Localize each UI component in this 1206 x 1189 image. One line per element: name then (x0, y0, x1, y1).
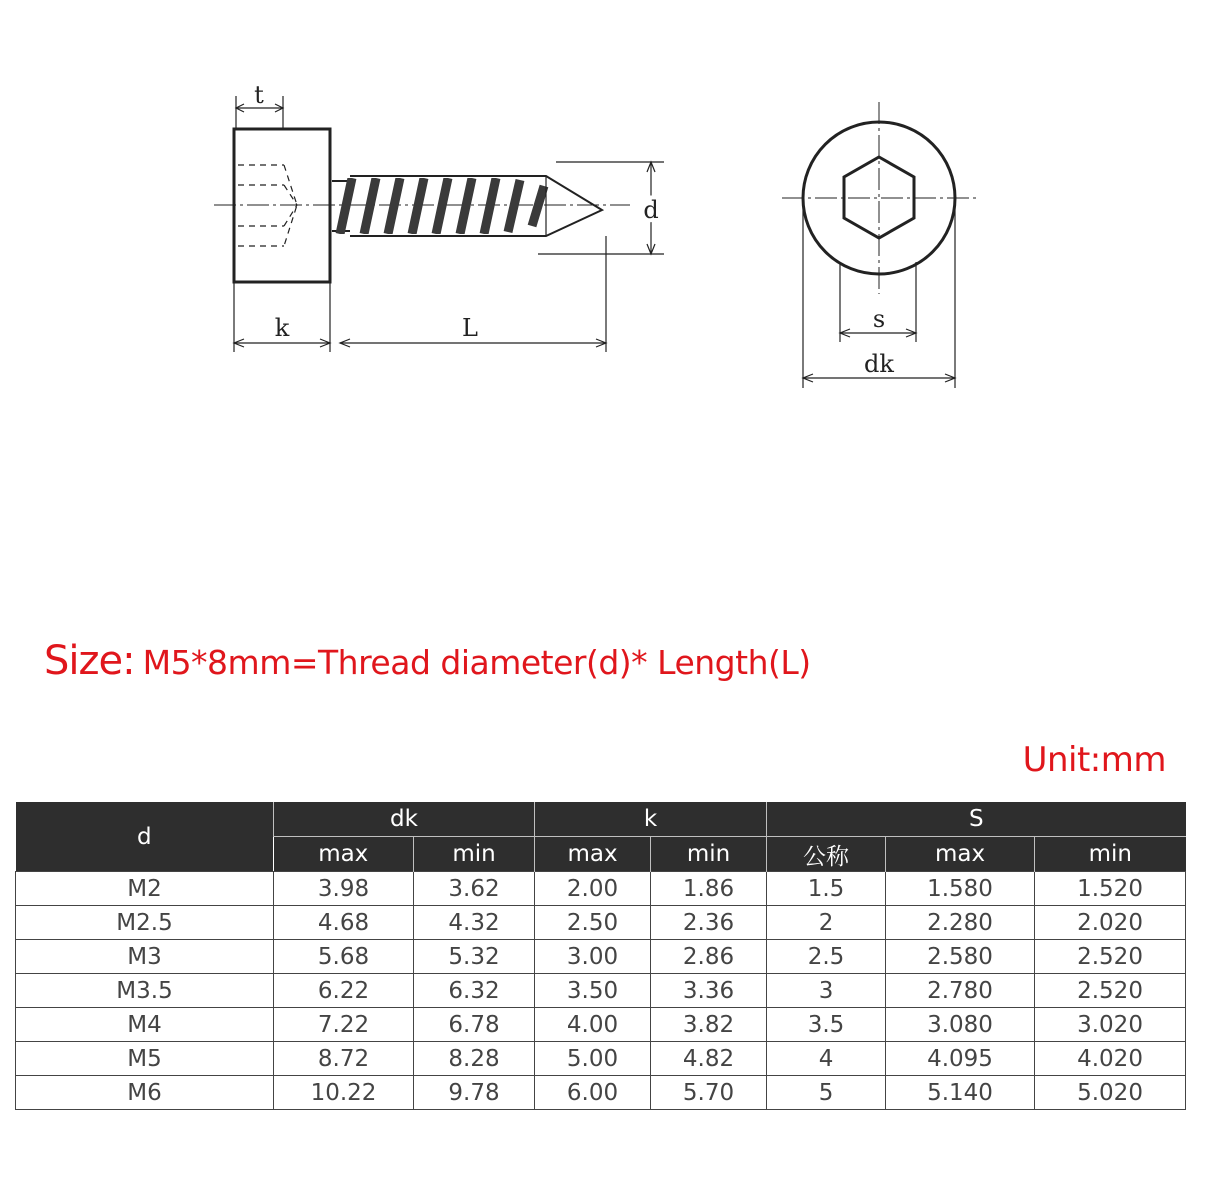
screw-end-view (782, 102, 976, 388)
subheader-dk-min: min (414, 837, 535, 872)
cell-d: M2.5 (16, 906, 274, 940)
table-row (16, 1042, 1186, 1076)
cell-s-min: 2.020 (1035, 906, 1186, 940)
table-row (16, 1008, 1186, 1042)
cell-s-nominal: 1.5 (767, 872, 886, 906)
label-t: t (254, 81, 264, 109)
table-row (16, 906, 1186, 940)
cell-dk-min: 6.78 (414, 1008, 535, 1042)
dimension-table (15, 802, 1186, 1110)
unit-label: Unit:mm (1022, 740, 1166, 780)
cell-s-nominal: 2.5 (767, 940, 886, 974)
label-d: d (643, 196, 659, 224)
cell-s-nominal: 5 (767, 1076, 886, 1110)
cell-s-max: 4.095 (886, 1042, 1035, 1076)
thread (340, 178, 544, 234)
table-row (16, 974, 1186, 1008)
cell-s-max: 2.280 (886, 906, 1035, 940)
cell-s-max: 2.580 (886, 940, 1035, 974)
cell-k-min: 4.82 (651, 1042, 767, 1076)
cell-dk-max: 7.22 (274, 1008, 414, 1042)
cell-dk-max: 10.22 (274, 1076, 414, 1110)
cell-k-max: 3.00 (535, 940, 651, 974)
size-label: Size: (44, 638, 135, 684)
cell-s-min: 2.520 (1035, 974, 1186, 1008)
cell-dk-max: 3.98 (274, 872, 414, 906)
cell-dk-min: 5.32 (414, 940, 535, 974)
cell-d: M3.5 (16, 974, 274, 1008)
cell-k-min: 2.86 (651, 940, 767, 974)
cell-s-min: 3.020 (1035, 1008, 1186, 1042)
table-row (16, 872, 1186, 906)
cell-k-max: 6.00 (535, 1076, 651, 1110)
cell-k-max: 5.00 (535, 1042, 651, 1076)
label-s: s (872, 305, 886, 333)
cell-s-max: 1.580 (886, 872, 1035, 906)
cell-dk-min: 4.32 (414, 906, 535, 940)
cell-s-max: 2.780 (886, 974, 1035, 1008)
cell-k-min: 2.36 (651, 906, 767, 940)
cell-k-min: 5.70 (651, 1076, 767, 1110)
header-k: k (535, 802, 767, 837)
subheader-dk-max: max (274, 837, 414, 872)
table-row (16, 940, 1186, 974)
cell-dk-max: 6.22 (274, 974, 414, 1008)
cell-k-min: 1.86 (651, 872, 767, 906)
cell-dk-min: 8.28 (414, 1042, 535, 1076)
cell-dk-max: 4.68 (274, 906, 414, 940)
cell-k-max: 2.50 (535, 906, 651, 940)
cell-dk-min: 9.78 (414, 1076, 535, 1110)
subheader-s-max: max (886, 837, 1035, 872)
cell-k-max: 2.00 (535, 872, 651, 906)
header-d: d (16, 802, 274, 872)
table-row (16, 1076, 1186, 1110)
cell-dk-max: 8.72 (274, 1042, 414, 1076)
subheader-s-min: min (1035, 837, 1186, 872)
cell-k-min: 3.36 (651, 974, 767, 1008)
cell-d: M5 (16, 1042, 274, 1076)
subheader-s-nominal: 公称 (767, 837, 886, 872)
cell-s-min: 4.020 (1035, 1042, 1186, 1076)
label-dk: dk (864, 350, 894, 378)
subheader-k-max: max (535, 837, 651, 872)
cell-k-min: 3.82 (651, 1008, 767, 1042)
size-headline (44, 638, 811, 684)
cell-d: M2 (16, 872, 274, 906)
cell-s-nominal: 3.5 (767, 1008, 886, 1042)
cell-k-max: 3.50 (535, 974, 651, 1008)
cell-d: M6 (16, 1076, 274, 1110)
cell-s-min: 2.520 (1035, 940, 1186, 974)
cell-s-min: 5.020 (1035, 1076, 1186, 1110)
header-s: S (767, 802, 1186, 837)
cell-d: M3 (16, 940, 274, 974)
cell-s-max: 5.140 (886, 1076, 1035, 1110)
cell-s-nominal: 4 (767, 1042, 886, 1076)
label-k: k (274, 314, 290, 342)
label-L: L (462, 314, 478, 342)
cell-s-nominal: 2 (767, 906, 886, 940)
cell-s-nominal: 3 (767, 974, 886, 1008)
cell-dk-min: 6.32 (414, 974, 535, 1008)
cell-s-min: 1.520 (1035, 872, 1186, 906)
cell-s-max: 3.080 (886, 1008, 1035, 1042)
cell-k-max: 4.00 (535, 1008, 651, 1042)
subheader-k-min: min (651, 837, 767, 872)
cell-dk-max: 5.68 (274, 940, 414, 974)
header-dk: dk (274, 802, 535, 837)
cell-dk-min: 3.62 (414, 872, 535, 906)
cell-d: M4 (16, 1008, 274, 1042)
size-formula: M5*8mm=Thread diameter(d)* Length(L) (142, 643, 811, 682)
